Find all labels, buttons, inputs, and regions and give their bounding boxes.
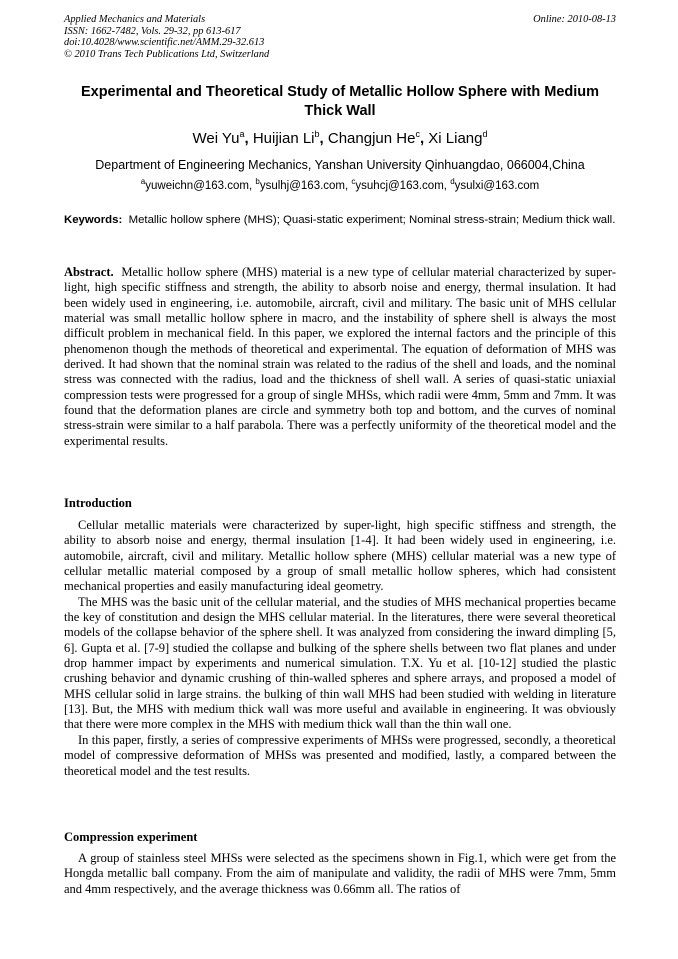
section-heading-compression: Compression experiment (64, 830, 198, 844)
abstract (64, 265, 616, 449)
paper-title: Experimental and Theoretical Study of Metallic Hollow Sphere with Medium Thick Wall (80, 84, 600, 119)
compression-body (64, 851, 616, 897)
email-link[interactable]: ysulhj@163.com (259, 180, 346, 192)
paragraph: The MHS was the basic unit of the cellular material, and the studies of MHS mechanical properties became the key of constitution and design the MHS cellular material. In the literatures, there were several theoretical models of the collapse behavior of the sphere shell. It was analyzed from considering the inward dimpling [5, 6]. Gupta et al. [7-9] studied the collapse and bulking of the sphere shells between two flat planes and under drop hammer impact by experiments and numerical simulation. T.X. Yu et al. [10-12] studied the plastic crushing behavior and dynamic crushing of thin-walled spheres and sphere arrays, and proposed a model of MHS cellular solid in large strains. the bulking of thin wall MHS had been studied with welding in literature [13]. But, the MHS with medium thick wall was more useful and available in engineering. It was obviously that there were more complex in the MHS with medium thick wall than the thin wall one. (64, 594, 616, 732)
journal-copyright: © 2010 Trans Tech Publications Ltd, Switzerland (64, 48, 270, 60)
author-name: Huijian Li (252, 130, 315, 147)
author-name: Wei Yu (192, 130, 240, 147)
email-mark: d (450, 177, 455, 187)
author-mark: c (415, 129, 420, 139)
author-name: Xi Liang (428, 130, 483, 147)
introduction-body (64, 518, 616, 779)
author-mark: b (314, 129, 320, 139)
paragraph: In this paper, firstly, a series of compressive experiments of MHSs were progressed, secondly, a theoretical model of compressive deformation of MHSs was presented and modified, lastly, a compared between the theoretical model and the test results. (64, 732, 616, 778)
affiliation: Department of Engineering Mechanics, Yanshan University Qinhuangdao, 066004,China (95, 158, 585, 172)
author-mark: a (239, 129, 245, 139)
author-name: Changjun He (327, 130, 416, 147)
journal-issn: ISSN: 1662-7482, Vols. 29-32, pp 613-617 (64, 25, 241, 37)
email-mark: c (351, 177, 356, 187)
abstract-label: Abstract. (64, 265, 114, 279)
email-link[interactable]: yuweichn@163.com (145, 180, 249, 192)
section-heading-introduction: Introduction (64, 496, 132, 510)
journal-doi: doi:10.4028/www.scientific.net/AMM.29-32.613 (64, 37, 265, 48)
keywords (64, 213, 616, 228)
journal-name: Applied Mechanics and Materials (64, 14, 206, 25)
abstract-text: Metallic hollow sphere (MHS) material is a new type of cellular material characterized by super-light, high specific stiffness and strength, the ability to absorb noise and energy, thermal insulation. It had been widely used in engineering, i.e. automobile, aircraft, civil and military. The basic unit of MHS cellular material was small metallic hollow sphere in macro, and the instability of sphere shell is always the most difficult problem in mechanical field. In this paper, we explored the internal factors and the principle of this phenomenon though the methods of theoretical and experimental. The equation of deformation of MHS was derived. It had shown that the nominal strain was related to the radius of the shell and loads, and the nominal stress was connected with the radius, load and the thickness of shell wall. A series of quasi-static uniaxial compression tests were progressed for a group of single MHSs, which radii were 4mm, 5mm and 7mm. It was found that the deformation planes are circle and symmetry both top and bottom, and the curves of nominal stress-strain were similar to a half parabola. There was a perfectly uniformity of the theoretical model and the experimental results. (64, 265, 617, 448)
email-mark: a (140, 177, 146, 187)
email-list: $^a$yuweichn@163.com, $^b$ysulhj@163.com, $^c$ysuhcj@163.com, $^d$ysulxi@163.com (140, 177, 540, 192)
paragraph: Cellular metallic materials were characterized by super-light, high specific stiffness and strength, the ability to absorb noise and energy, thermal insulation [1-4]. It had been widely used in engineering, i.e. automobile, aircraft, civil and military. Metallic hollow sphere (MHS) cellular material was a new type of cellular metallic material composed by a group of small metallic hollow spheres, which had consistent mechanical properties and easily manufacturing ideal geometry. (64, 518, 616, 594)
author-list: Wei Yu$^a$, Huijian Li$^b$, Changjun He$^c$, Xi Liang$^d$ (192, 129, 488, 147)
journal-header (64, 14, 616, 60)
author-mark: d (482, 129, 488, 139)
keywords-label: Keywords: (64, 214, 123, 226)
paragraph: A group of stainless steel MHSs were selected as the specimens shown in Fig.1, which were get from the Hongda metallic ball company. From the aim of manipulate and validity, the radii of MHS were 7mm, 5mm and 4mm respectively, and the average thickness was 0.66mm all. The ratios of (64, 851, 616, 896)
email-mark: b (255, 177, 260, 187)
email-link[interactable]: ysuhcj@163.com (355, 180, 444, 192)
keywords-text: Metallic hollow sphere (MHS); Quasi-static experiment; Nominal stress-strain; Medium thick wall. (128, 214, 616, 226)
email-link[interactable]: ysulxi@163.com (454, 180, 540, 192)
online-date: Online: 2010-08-13 (533, 14, 616, 25)
